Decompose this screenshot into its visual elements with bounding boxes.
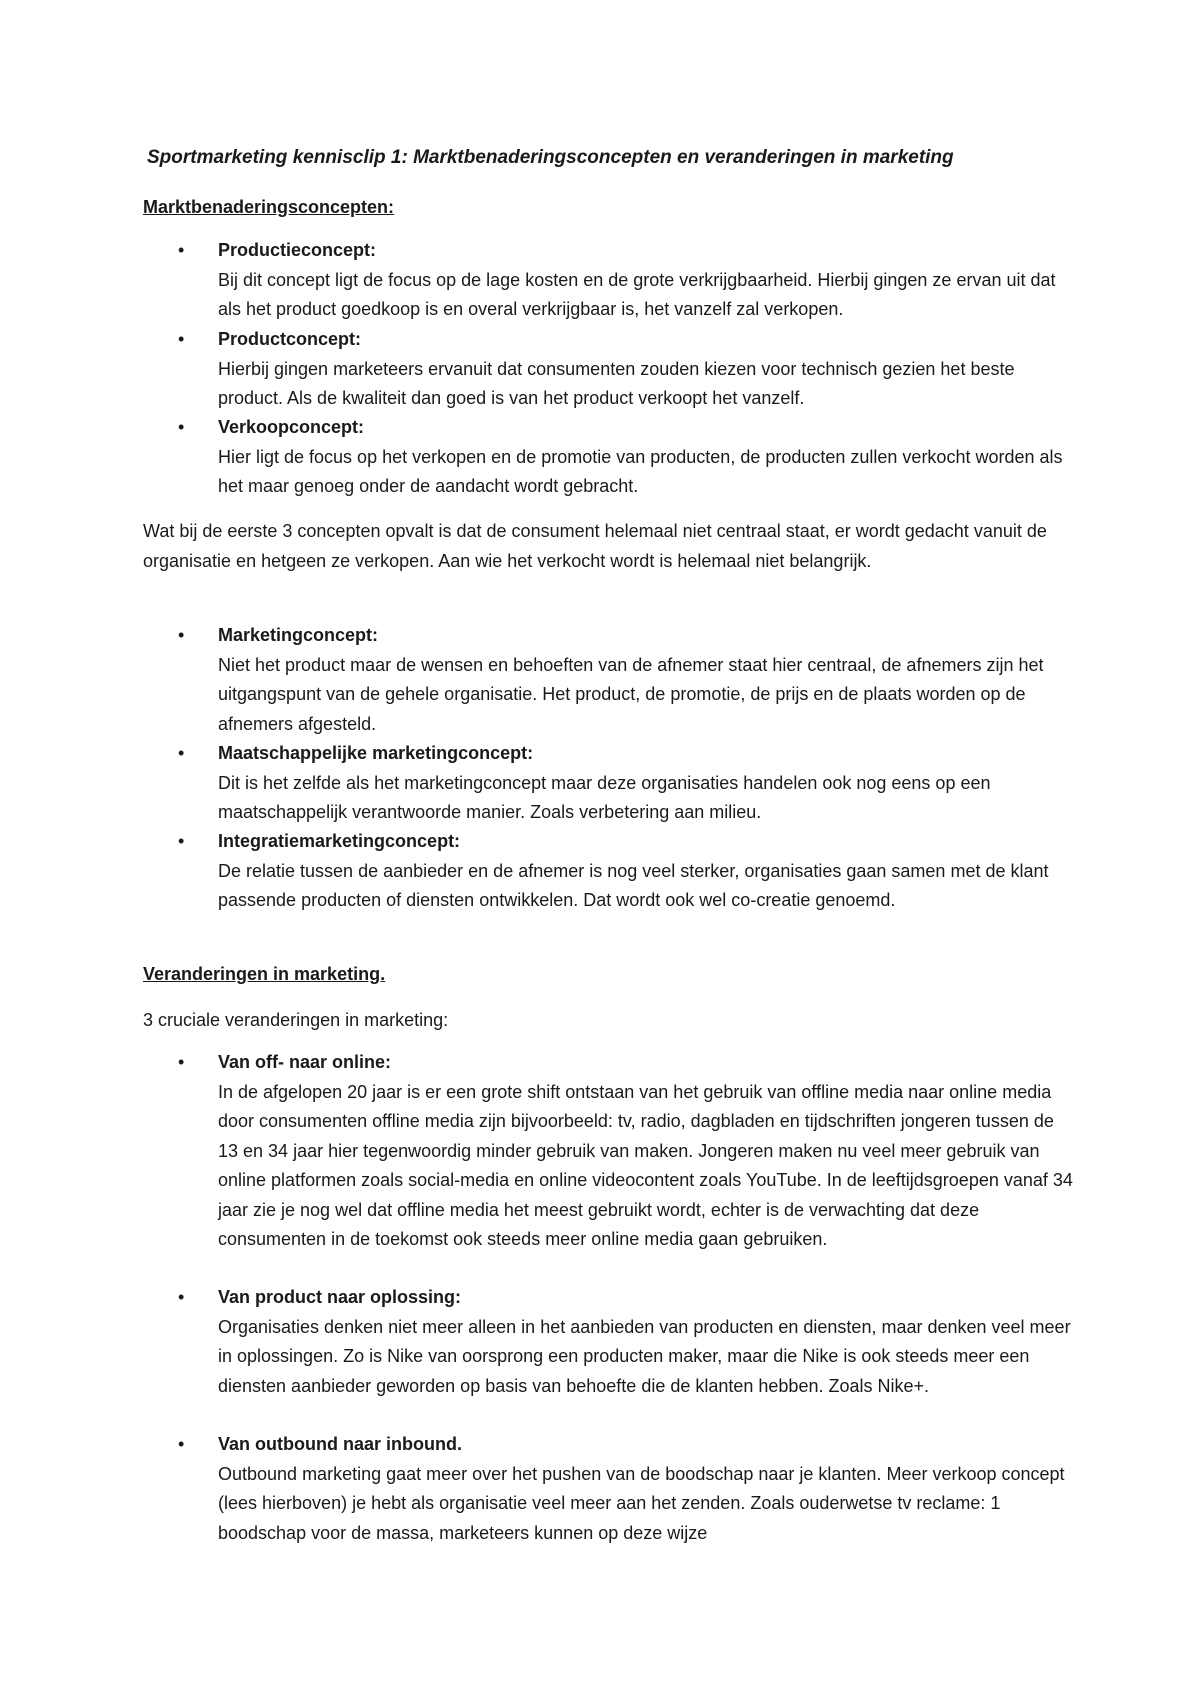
list-item-text: In de afgelopen 20 jaar is er een grote shift ontstaan van het gebruik van offline media naar online media door consumenten offline media zijn bijvoorbeeld: tv, radio, dagbladen en tijdschriften jongeren tussen de 13 en 34 jaar hier tegenwoordig minder gebruik van maken. Jongeren maken nu veel meer gebruik van online platformen zoals social-media en online videocontent zoals YouTube. In de leeftijdsgroepen vanaf 34 jaar zie je nog wel dat offline media het meest gebruikt wordt, echter is de verwachting dat deze consumenten in de toekomst ook steeds meer online media gaan gebruiken. bbox=[218, 1081, 1073, 1249]
list-item-productconcept bbox=[178, 325, 1078, 414]
list-item-outbound-naar-inbound bbox=[178, 1430, 1078, 1548]
list-item-label: Van product naar oplossing: bbox=[218, 1287, 462, 1307]
list-item-product-naar-oplossing bbox=[178, 1283, 1078, 1401]
list-item-label: Productieconcept: bbox=[218, 240, 377, 260]
list-item-text: Bij dit concept ligt de focus op de lage kosten en de grote verkrijgbaarheid. Hierbij gingen ze ervan uit dat als het product goedkoop is en overal verkrijgbaar is, het vanzelf zal verkopen. bbox=[218, 269, 1056, 319]
list-item-integratiemarketing bbox=[178, 827, 1078, 916]
list-item-label: Productconcept: bbox=[218, 329, 362, 349]
bullet-icon: • bbox=[178, 743, 185, 763]
bullet-icon: • bbox=[178, 240, 185, 260]
list-item-off-naar-online bbox=[178, 1048, 1078, 1255]
list-item-text: Dit is het zelfde als het marketingconcept maar deze organisaties handelen ook nog eens op een maatschappelijk verantwoorde manier. Zoals verbetering aan milieu. bbox=[218, 772, 991, 822]
bullet-icon: • bbox=[178, 1052, 185, 1072]
list-item-label: Van off- naar online: bbox=[218, 1052, 392, 1072]
list-item-text: Organisaties denken niet meer alleen in het aanbieden van producten en diensten, maar denken veel meer in oplossingen. Zo is Nike van oorsprong een producten maker, maar die Nike is ook steeds meer een diensten aanbieder geworden op basis van behoefte die de klanten hebben. Zoals Nike+. bbox=[218, 1316, 1071, 1396]
list-item-text: Hierbij gingen marketeers ervanuit dat consumenten zouden kiezen voor technisch gezien het beste product. Als de kwaliteit dan goed is van het product verkoopt het vanzelf. bbox=[218, 358, 1015, 408]
list-item-label: Van outbound naar inbound. bbox=[218, 1434, 462, 1454]
bullet-icon: • bbox=[178, 1287, 185, 1307]
list-item-label: Verkoopconcept: bbox=[218, 417, 365, 437]
list-item-text: Niet het product maar de wensen en behoeften van de afnemer staat hier centraal, de afnemers zijn het uitgangspunt van de gehele organisatie. Het product, de promotie, de prijs en de plaats worden op de afnemers afgesteld. bbox=[218, 654, 1044, 734]
bullet-icon: • bbox=[178, 625, 185, 645]
list-item-text: Outbound marketing gaat meer over het pushen van de boodschap naar je klanten. Meer verkoop concept (lees hierboven) je hebt als organisatie veel meer aan het zenden. Zoals ouderwetse tv reclame: 1 boodschap voor de massa, marketeers kunnen op deze wijze bbox=[218, 1463, 1065, 1543]
list-item-label: Marketingconcept: bbox=[218, 625, 379, 645]
list-item-label: Integratiemarketingconcept: bbox=[218, 831, 461, 851]
list-item-maatschappelijk bbox=[178, 739, 1078, 828]
bullet-icon: • bbox=[178, 329, 185, 349]
section-heading-veranderingen: Veranderingen in marketing. bbox=[143, 964, 386, 984]
paragraph-intro: 3 cruciale veranderingen in marketing: bbox=[143, 1010, 449, 1030]
list-item-text: Hier ligt de focus op het verkopen en de promotie van producten, de producten zullen verkocht worden als het maar genoeg onder de aandacht wordt gebracht. bbox=[218, 446, 1063, 496]
bullet-icon: • bbox=[178, 417, 185, 437]
list-item-text: De relatie tussen de aanbieder en de afnemer is nog veel sterker, organisaties gaan samen met de klant passende producten of diensten ontwikkelen. Dat wordt ook wel co-creatie genoemd. bbox=[218, 860, 1049, 910]
section-heading-marktbenadering: Marktbenaderingsconcepten: bbox=[143, 197, 395, 217]
list-item-productieconcept bbox=[178, 236, 1078, 325]
list-item-verkoopconcept bbox=[178, 413, 1078, 502]
bullet-icon: • bbox=[178, 1434, 185, 1454]
bullet-icon: • bbox=[178, 831, 185, 851]
paragraph-observation: Wat bij de eerste 3 concepten opvalt is dat de consument helemaal niet centraal staat, er wordt gedacht vanuit de organisatie en hetgeen ze verkopen. Aan wie het verkocht wordt is helemaal niet belangrijk. bbox=[143, 521, 1047, 571]
list-item-marketingconcept bbox=[178, 621, 1078, 739]
document-title: Sportmarketing kennisclip 1: Marktbenaderingsconcepten en veranderingen in marketing bbox=[147, 147, 954, 168]
list-item-label: Maatschappelijke marketingconcept: bbox=[218, 743, 534, 763]
